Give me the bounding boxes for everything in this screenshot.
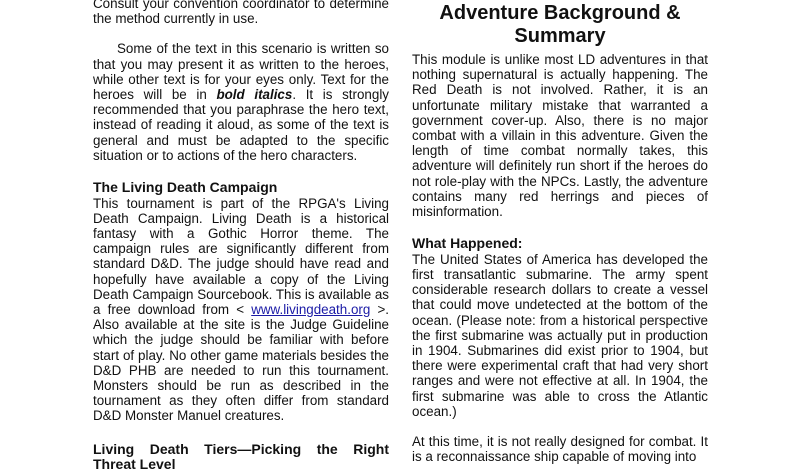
right-column bbox=[412, 0, 708, 464]
combat-paragraph: At this time, it is not really designed for combat. It is a reconnaissance ship capable of moving into bbox=[412, 433, 708, 465]
livingdeath-link[interactable]: www.livingdeath.org bbox=[251, 301, 371, 317]
summary-paragraph: This module is unlike most LD adventures in that nothing supernatural is actually happening. The Red Death is not involved. Rather, it is an unfortunate military mistake that warranted a government cover-up. Also, there is no major combat with a villain in this adventure. Given the length of time combat normally takes, this adventure will definitely run short if the heroes do not role-play with the NPCs. Lastly, the adventure contains many red herrings and pieces of misinformation. bbox=[412, 52, 708, 220]
left-column bbox=[93, 0, 389, 473]
section-title: Adventure Background & Summary bbox=[439, 2, 681, 47]
hero-text-paragraph: Some of the text in this scenario is written so that you may present it as written to the heroes, while other text is for your eyes only. Text for the heroes will be in bold italics. It is strongly recommended that you paraphrase the hero text, instead of reading it aloud, as some of the text is general and must be adapted to the specific situation or to actions of the hero characters. bbox=[93, 41, 389, 163]
campaign-paragraph: This tournament is part of the RPGA's Living Death Campaign. Living Death is a historical fantasy with a Gothic Horror theme. The campaign rules are significantly different from standard D&D. The judge should have read and hopefully have available a copy of the Living Death Campaign Sourcebook. This is available as a free download from < www.livingdeath.org >. Also available at the site is the Judge Guideline which the judge should be familiar with before start of play. No other game materials besides the D&D PHB are needed to run this tournament. Monsters should be run as described in the tournament as they often differ from standard D&D Monster Manuel creatures. bbox=[93, 195, 389, 424]
intro-tail: Consult your convention coordinator to determine the method currently in use. bbox=[93, 0, 389, 27]
what-happened-heading: What Happened: bbox=[412, 235, 523, 252]
living-death-heading: The Living Death Campaign bbox=[93, 179, 278, 196]
bold-italics-emphasis: bold italics bbox=[216, 87, 293, 103]
what-happened-paragraph: The United States of America has developed the first transatlantic submarine. The army spent considerable research dollars to create a vessel that could move undetected at the bottom of the ocean. (Please note: from a historical perspective the first submarine was actually put in production in 1904. Submarines did exist prior to 1904, but there were experimental craft that had very short ranges and were not effective at all. In 1904, the first submarine was able to cross the Atlantic ocean.) bbox=[412, 251, 708, 419]
tiers-heading: Living Death Tiers—Picking the Right Threat Level bbox=[93, 440, 389, 473]
